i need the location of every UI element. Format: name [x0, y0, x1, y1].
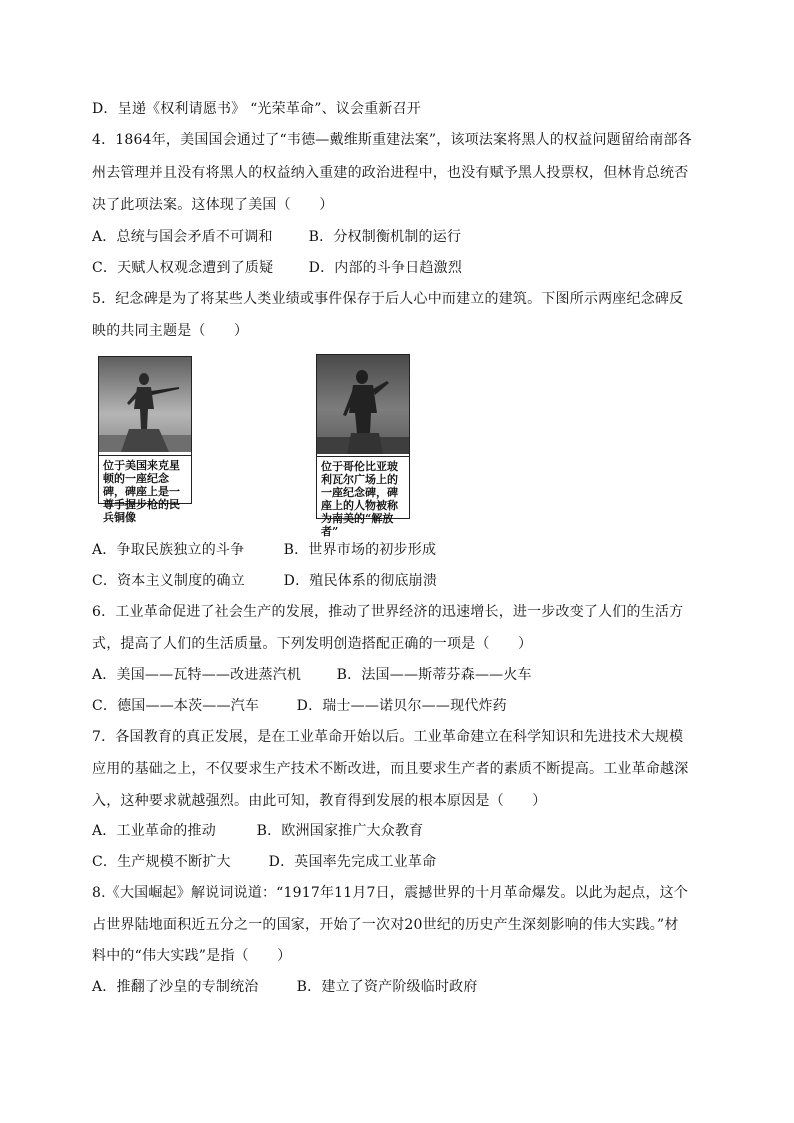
q6-options-row-1 — [92, 666, 712, 684]
q4-option-a: A．总统与国会矛盾不可调和 — [92, 229, 273, 245]
q4-options-row-2 — [92, 259, 712, 277]
q5-stem-line-1: 5．纪念碑是为了将某些人类业绩或事件保存于后人心中而建立的建筑。下图所示两座纪念碑反 — [92, 291, 684, 307]
q4-option-d: D．内部的斗争日趋激烈 — [308, 260, 463, 276]
q5-options-row-2 — [92, 572, 712, 590]
left-photo — [99, 357, 191, 452]
q7-stem-line-3: 入，这种要求就越强烈。由此可知，教育得到发展的根本原因是（ ） — [92, 793, 547, 809]
right-photo — [317, 355, 409, 454]
q5-options-row-1 — [92, 541, 712, 559]
liberator-statue-icon — [317, 355, 409, 454]
q8-options-row-1 — [92, 978, 712, 996]
q3-option-d: D．呈递《权利请愿书》 “光荣革命”、议会重新召开 — [92, 101, 421, 117]
q5-option-d: D．殖民体系的彻底崩溃 — [283, 573, 438, 589]
left-caption: 位于美国来克星顿的一座纪念碑，碑座上是一尊手握步枪的民兵铜像 — [99, 455, 191, 503]
q4-option-c: C．天赋人权观念遭到了质疑 — [92, 260, 274, 276]
q8-stem-line-3: 料中的“伟大实践”是指（ ） — [92, 948, 292, 964]
q5-option-c: C．资本主义制度的确立 — [92, 573, 245, 589]
q4-options-row-1 — [92, 228, 712, 246]
q6-option-d: D．瑞士——诺贝尔——现代炸药 — [296, 698, 507, 714]
figure-right-monument — [316, 354, 410, 538]
q6-option-c: C．德国——本茨——汽车 — [92, 698, 260, 714]
minuteman-statue-icon — [99, 357, 191, 452]
q4-option-b: B．分权制衡机制的运行 — [308, 229, 462, 245]
q8-stem-line-2: 占世界陆地面积近五分之一的国家，开始了一次对20世纪的历史产生深刻影响的伟大实践。”材 — [92, 917, 679, 933]
q6-stem-line-1: 6．工业革命促进了社会生产的发展，推动了世界经济的迅速增长，进一步改变了人们的生活方 — [92, 604, 684, 620]
q6-option-a: A．美国——瓦特——改进蒸汽机 — [92, 667, 302, 683]
q5-option-b: B．世界市场的初步形成 — [283, 542, 437, 558]
q7-options-row-1 — [92, 822, 712, 840]
q7-option-c: C．生产规模不断扩大 — [92, 854, 231, 870]
q7-option-a: A．工业革命的推动 — [92, 823, 216, 839]
q5-stem-line-2: 映的共同主题是（ ） — [92, 323, 249, 339]
q4-stem-line-1: 4．1864年，美国国会通过了“韦德—戴维斯重建法案”，该项法案将黑人的权益问题留给南部各 — [92, 132, 692, 148]
right-caption: 位于哥伦比亚玻利瓦尔广场上的一座纪念碑，碑座上的人物被称为南美的“解放者” — [317, 456, 409, 518]
q7-option-b: B．欧洲国家推广大众教育 — [256, 823, 424, 839]
q8-stem-line-1: 8.《大国崛起》解说词说道：“1917年11月7日，震撼世界的十月革命爆发。以此为起点，这个 — [92, 885, 689, 901]
q7-option-d: D．英国率先完成工业革命 — [268, 854, 437, 870]
q4-stem-line-3: 决了此项法案。这体现了美国（ ） — [92, 197, 334, 213]
q7-options-row-2 — [92, 853, 712, 871]
q4-stem-line-2: 州去管理并且没有将黑人的权益纳入重建的政治进程中，也没有赋予黑人投票权，但林肯总统否 — [92, 165, 689, 181]
q7-stem-line-1: 7．各国教育的真正发展，是在工业革命开始以后。工业革命建立在科学知识和先进技术大规模 — [92, 729, 684, 745]
q8-option-b: B．建立了资产阶级临时政府 — [296, 979, 478, 995]
q6-stem-line-2: 式，提高了人们的生活质量。下列发明创造搭配正确的一项是（ ） — [92, 636, 533, 652]
figure-left-monument — [98, 356, 192, 524]
q7-stem-line-2: 应用的基础之上，不仅要求生产技术不断改进，而且要求生产者的素质不断提高。工业革命越深 — [92, 761, 689, 777]
q8-option-a: A．推翻了沙皇的专制统治 — [92, 979, 259, 995]
q6-option-b: B．法国——斯蒂芬森——火车 — [336, 667, 532, 683]
q6-options-row-2 — [92, 697, 712, 715]
q5-option-a: A．争取民族独立的斗争 — [92, 542, 245, 558]
